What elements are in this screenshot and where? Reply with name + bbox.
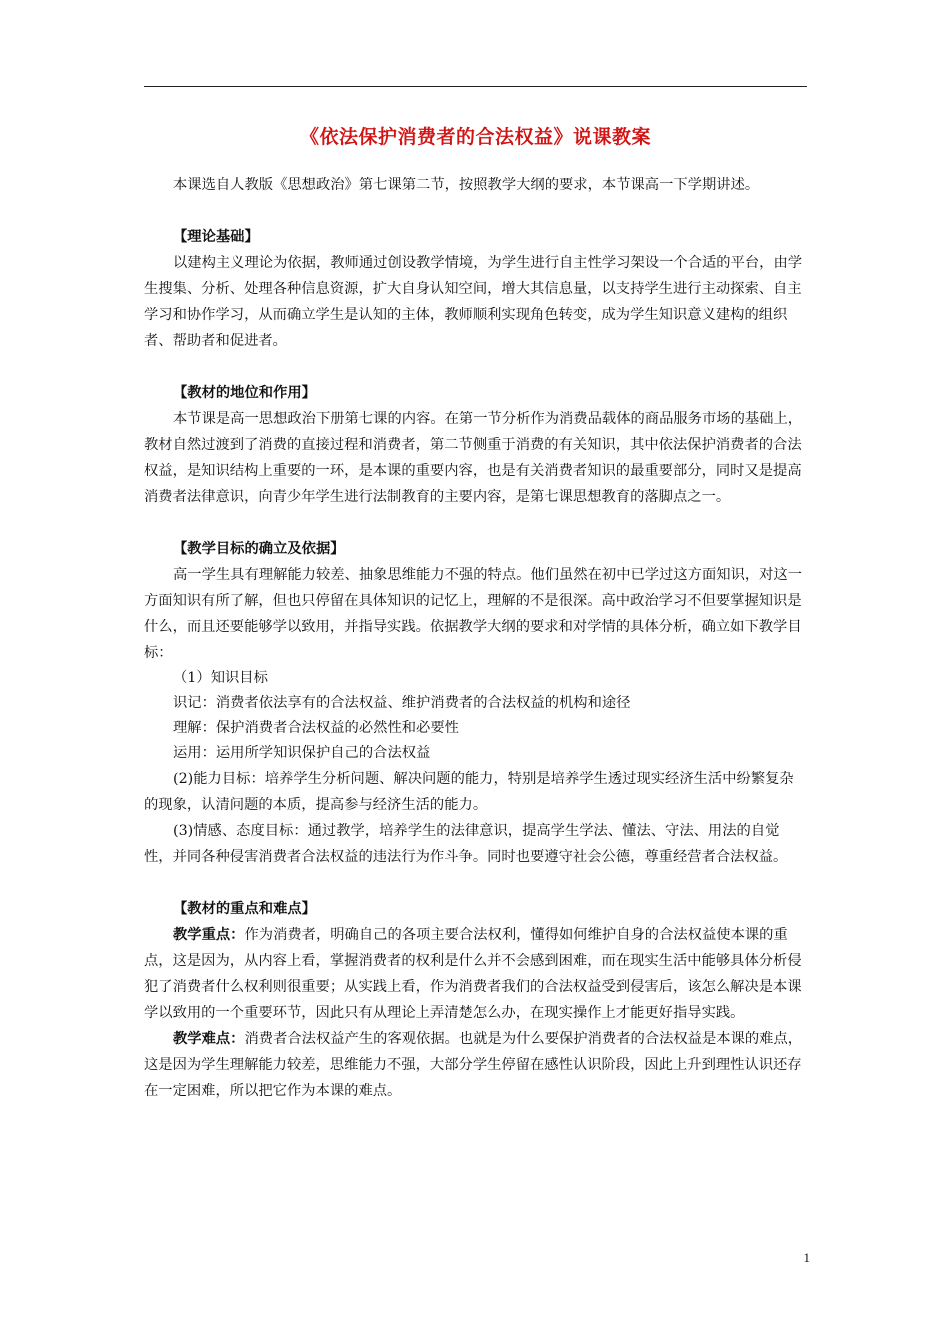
goal-ability: (2)能力目标：培养学生分析问题、解决问题的能力，特别是培养学生透过现实经济生活中纷繁复杂的现象，认清问题的本质，提高参与经济生活的能力。 xyxy=(144,771,794,813)
difficult-point-label: 教学难点： xyxy=(173,1031,245,1047)
key-point-label: 教学重点： xyxy=(173,927,245,943)
difficult-point-text: 消费者合法权益产生的客观依据。也就是为什么要保护消费者的合法权益是本课的难点，这是因为学生理解能力较差，思维能力不强，大部分学生停留在感性认识阶段，因此上升到理性认识还存在一定困难，所以把它作为本课的难点。 xyxy=(144,1031,803,1099)
difficult-point-paragraph xyxy=(144,1026,807,1104)
section-heading-key-difficult: 【教材的重点和难点】 xyxy=(173,901,316,917)
page-number: 1 xyxy=(803,1250,810,1265)
goal-remember: 识记：消费者依法享有的合法权益、维护消费者的合法权益的机构和途径 xyxy=(173,695,631,711)
section-heading-theory: 【理论基础】 xyxy=(173,229,259,245)
key-point-text: 作为消费者，明确自己的各项主要合法权利，懂得如何维护自身的合法权益使本课的重点，这是因为，从内容上看，掌握消费者的权利是什么并不会感到困难，而在现实生活中能够具体分析侵犯了消费者什么权利则很重要；从实践上看，作为消费者我们的合法权益受到侵害后，该怎么解决是本课学以致用的一个重要环节，因此只有从理论上弄清楚怎么办，在现实操作上才能更好指导实践。 xyxy=(144,927,802,1021)
section-heading-teaching-goals: 【教学目标的确立及依据】 xyxy=(173,541,345,557)
goal-emotion: (3)情感、态度目标：通过教学，培养学生的法律意识，提高学生学法、懂法、守法、用法的自觉性，并同各种侵害消费者合法权益的违法行为作斗争。同时也要遵守社会公德，尊重经营者合法权益。 xyxy=(144,823,788,865)
key-point-paragraph xyxy=(144,922,807,1026)
document-title: 《依法保护消费者的合法权益》说课教案 xyxy=(299,126,651,148)
goal-knowledge-title: （1）知识目标 xyxy=(173,670,268,686)
header-rule xyxy=(144,86,807,87)
section-paragraph-textbook-role: 本节课是高一思想政治下册第七课的内容。在第一节分析作为消费品载体的商品服务市场的基础上，教材自然过渡到了消费的直接过程和消费者，第二节侧重于消费的有关知识，其中依法保护消费者的合法权益，是知识结构上重要的一环，是本课的重要内容，也是有关消费者知识的最重要部分，同时又是提高消费者法律意识，向青少年学生进行法制教育的主要内容，是第七课思想教育的落脚点之一。 xyxy=(144,411,803,505)
document-body xyxy=(144,172,807,1104)
goal-understand: 理解：保护消费者合法权益的必然性和必要性 xyxy=(173,720,459,736)
section-heading-textbook-role: 【教材的地位和作用】 xyxy=(173,385,316,401)
intro-paragraph: 本课选自人教版《思想政治》第七课第二节，按照教学大纲的要求，本节课高一下学期讲述。 xyxy=(173,177,760,193)
section-paragraph-theory: 以建构主义理论为依据，教师通过创设教学情境，为学生进行自主性学习架设一个合适的平台，由学生搜集、分析、处理各种信息资源，扩大自身认知空间，增大其信息量，以支持学生进行主动探索、自主学习和协作学习，从而确立学生是认知的主体，教师顺利实现角色转变，成为学生知识意义建构的组织者、帮助者和促进者。 xyxy=(144,255,803,349)
goal-apply: 运用：运用所学知识保护自己的合法权益 xyxy=(173,745,431,761)
section-paragraph-teaching-goals: 高一学生具有理解能力较差、抽象思维能力不强的特点。他们虽然在初中已学过这方面知识，对这一方面知识有所了解，但也只停留在具体知识的记忆上，理解的不是很深。高中政治学习不但要掌握知识是什么，而且还要能够学以致用，并指导实践。依据教学大纲的要求和对学情的具体分析，确立如下教学目标： xyxy=(144,567,803,661)
